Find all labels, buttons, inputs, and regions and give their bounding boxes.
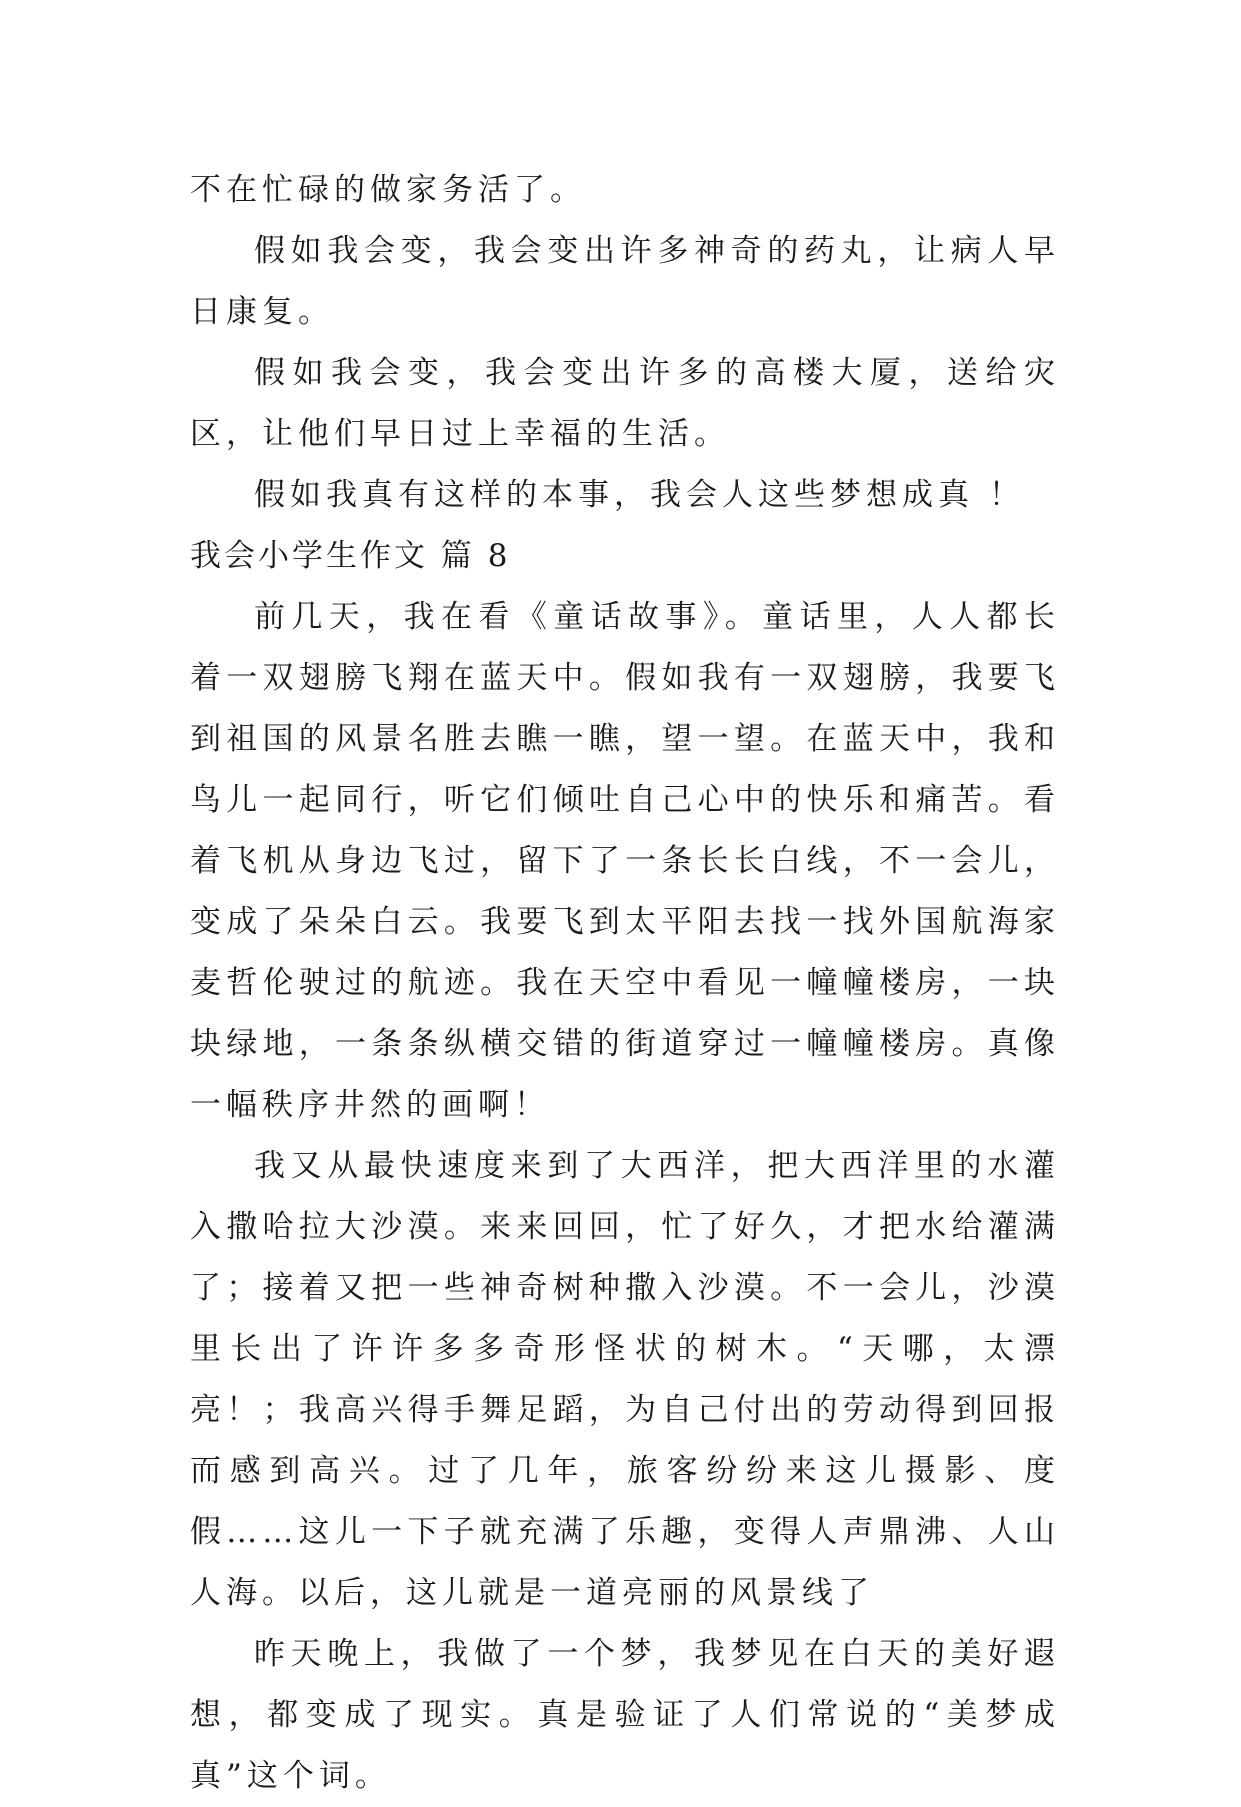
paragraph: 前几天，我在看《童话故事》。童话里，人人都长着一双翅膀飞翔在蓝天中。假如我有一双翅膀，我要飞到祖国的风景名胜去瞧一瞧，望一望。在蓝天中，我和鸟儿一起同行，听它们倾吐自己心中的快乐和痛苦。看着飞机从身边飞过，留下了一条长长白线，不一会儿，变成了朵朵白云。我要飞到太平阳去找一找外国航海家麦哲伦驶过的航迹。我在天空中看见一幢幢楼房，一块块绿地，一条条纵横交错的街道穿过一幢幢楼房。真像一幅秩序井然的画啊！ [190, 599, 1060, 1123]
paragraph: 假如我会变，我会变出许多神奇的药丸，让病人早日康复。 [190, 233, 1060, 330]
paragraph: 不在忙碌的做家务活了。 [190, 172, 586, 208]
paragraph: 假如我会变，我会变出许多的高楼大厦，送给灾区，让他们早日过上幸福的生活。 [190, 355, 1060, 452]
section-heading: 我会小学生作文 篇 8 [190, 538, 511, 574]
paragraph: 我又从最快速度来到了大西洋，把大西洋里的水灌入撒哈拉大沙漠。来来回回，忙了好久，才把水给灌满了；接着又把一些神奇树种撒入沙漠。不一会儿，沙漠里长出了许许多多奇形怪状的树木。“天哪，太漂亮！；我高兴得手舞足蹈，为自己付出的劳动得到回报而感到高兴。过了几年，旅客纷纷来这儿摄影、度假……这儿一下子就充满了乐趣，变得人声鼎沸、人山人海。以后，这儿就是一道亮丽的风景线了 [190, 1148, 1060, 1611]
paragraph: 假如我真有这样的本事，我会人这些梦想成真 ！ [254, 477, 1025, 513]
paragraph: 昨天晚上，我做了一个梦，我梦见在白天的美好遐想，都变成了现实。真是验证了人们常说的“美梦成真”这个词。 [190, 1636, 1060, 1794]
document-body [190, 160, 1060, 1807]
